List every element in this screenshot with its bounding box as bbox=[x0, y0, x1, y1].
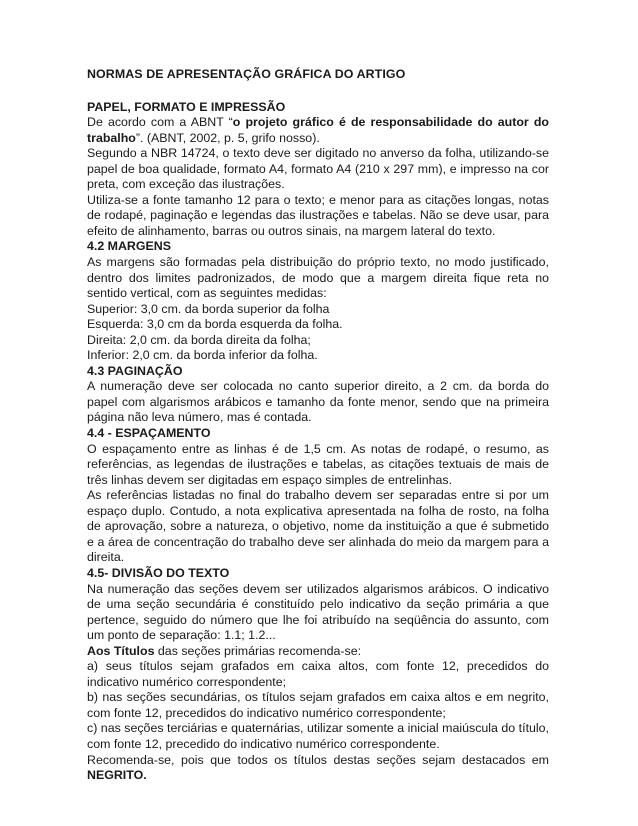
document-page bbox=[87, 67, 549, 784]
section-heading-paginacao: 4.3 PAGINAÇÃO bbox=[87, 363, 183, 378]
section-heading-divisao: 4.5- DIVISÃO DO TEXTO bbox=[87, 565, 230, 580]
paragraph-margens: As margens são formadas pela distribuição do próprio texto, no modo justificado, dentro dos limites padronizados, de modo que a margem direita fique reta no sentido vertical, com as seguintes medidas: bbox=[87, 255, 549, 301]
section-heading-margens: 4.2 MARGENS bbox=[87, 239, 171, 254]
list-item-c: c) nas seções terciárias e quaternárias, utilizar somente a inicial maiúscula do título, com fonte 12, precedido do indicativo numérico correspondente. bbox=[87, 721, 549, 751]
paragraph-espacamento: O espaçamento entre as linhas é de 1,5 cm. As notas de rodapé, o resumo, as referências, as legendas de ilustrações e tabelas, as citações textuais de mais de três linhas devem ser digitadas em espaço simples de entrelinhas. bbox=[87, 441, 549, 487]
margin-inferior: Inferior: 2,0 cm. da borda inferior da folha. bbox=[87, 348, 318, 363]
paragraph-recomendacao bbox=[87, 753, 549, 784]
text-run: das seções primárias recomenda-se: bbox=[154, 643, 362, 658]
paragraph-abnt bbox=[87, 115, 549, 146]
bold-text-run: o projeto gráfico é de responsabilidade do autor do trabalho bbox=[87, 115, 549, 145]
paragraph-nbr: Segundo a NBR 14724, o texto deve ser digitado no anverso da folha, utilizando-se papel de boa qualidade, formato A4, formato A4 (210 x 297 mm), e impresso na cor preta, com exceção das ilustrações. bbox=[87, 146, 549, 192]
paragraph-paginacao: A numeração deve ser colocada no canto superior direito, a 2 cm. da borda do papel com algarismos arábicos e tamanho da fonte menor, sendo que na primeira página não leva número, mas é contada. bbox=[87, 379, 549, 425]
text-run: Recomenda-se, pois que todos os títulos destas seções sejam destacados em bbox=[87, 752, 549, 767]
bold-text-run: Aos Títulos bbox=[87, 643, 155, 658]
bold-text-run: NEGRITO. bbox=[87, 768, 147, 783]
section-heading-papel: PAPEL, FORMATO E IMPRESSÃO bbox=[87, 99, 286, 114]
section-heading-espacamento: 4.4 - ESPAÇAMENTO bbox=[87, 426, 211, 441]
paragraph-titulos bbox=[87, 644, 549, 660]
margin-superior: Superior: 3,0 cm. da borda superior da folha bbox=[87, 301, 330, 316]
list-item-a: a) seus títulos sejam grafados em caixa altos, com fonte 12, precedidos do indicativo numérico correspondente; bbox=[87, 659, 549, 689]
margin-esquerda: Esquerda: 3,0 cm da borda esquerda da folha. bbox=[87, 317, 343, 332]
margin-direita: Direita: 2,0 cm. da borda direita da folha; bbox=[87, 332, 311, 347]
paragraph-fonte: Utiliza-se a fonte tamanho 12 para o texto; e menor para as citações longas, notas de rodapé, paginação e legendas das ilustrações e tabelas. Não se deve usar, para efeito de alinhamento, barras ou outros sinais, na margem lateral do texto. bbox=[87, 192, 549, 238]
paragraph-numeracao: Na numeração das seções devem ser utilizados algarismos arábicos. O indicativo de uma seção secundária é constituído pelo indicativo da seção primária a que pertence, seguido do número que lhe foi atribuído na seqüência do assunto, com um ponto de separação: 1.1; 1.2... bbox=[87, 581, 549, 643]
paragraph-referencias: As referências listadas no final do trabalho devem ser separadas entre si por um espaço duplo. Contudo, a nota explicativa apresentada na folha de rosto, na folha de aprovação, sobre a natureza, o objetivo, nome da instituição a que é submetido e a área de concentração do trabalho deve ser alinhada do meio da margem para a direita. bbox=[87, 488, 549, 565]
text-run: De acordo com a ABNT “ bbox=[87, 115, 233, 130]
document-title: NORMAS DE APRESENTAÇÃO GRÁFICA DO ARTIGO bbox=[87, 67, 406, 81]
text-run: ”. (ABNT, 2002, p. 5, grifo nosso). bbox=[135, 130, 320, 145]
list-item-b: b) nas seções secundárias, os títulos sejam grafados em caixa altos e em negrito, com fonte 12, precedidos do indicativo numérico correspondente; bbox=[87, 690, 549, 720]
